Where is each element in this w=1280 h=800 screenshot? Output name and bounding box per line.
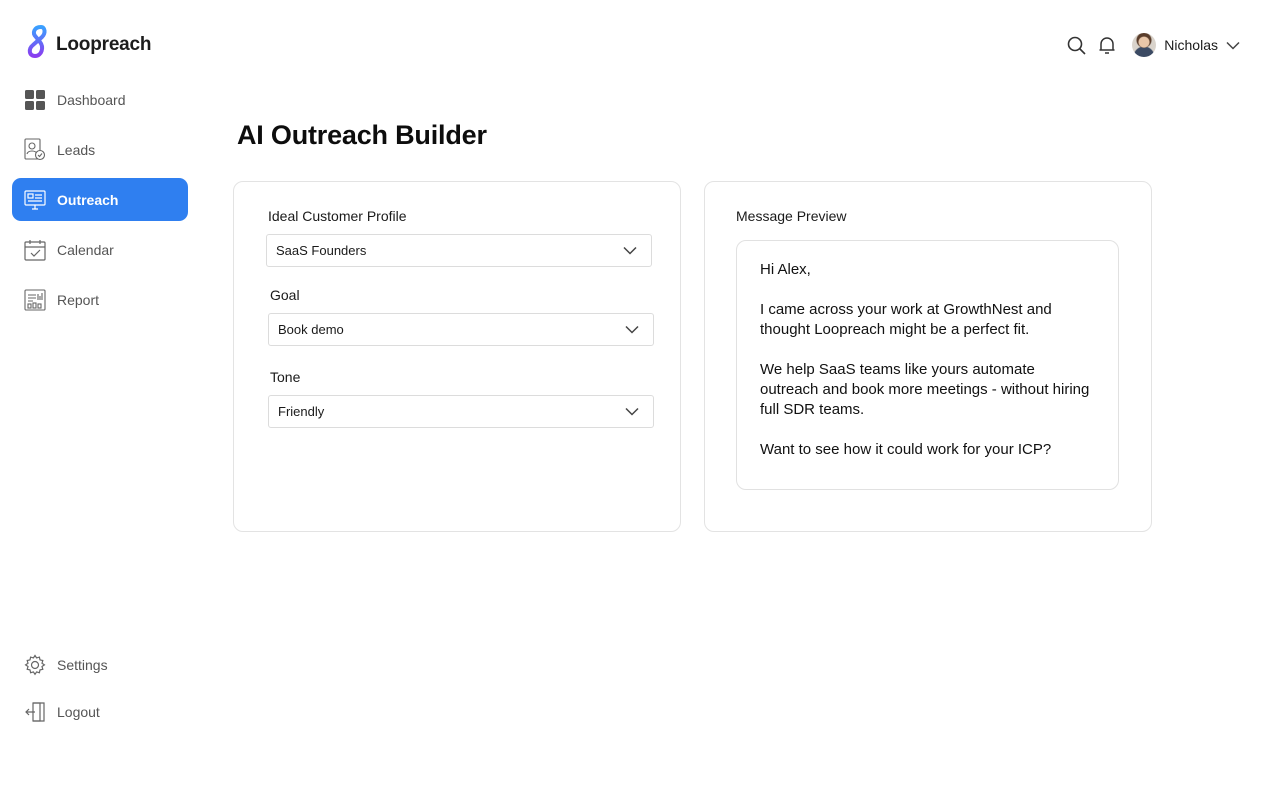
- goal-select-value: Book demo: [278, 322, 344, 337]
- builder-form-panel: [233, 181, 681, 532]
- header-toolbar: [1065, 33, 1240, 57]
- sidebar-item-label: Calendar: [57, 241, 114, 258]
- preview-paragraph: We help SaaS teams like yours automate outreach and book more meetings - without hiring full SDR teams.: [760, 361, 1090, 418]
- loopreach-logo-icon: [24, 24, 52, 65]
- sidebar-item-dashboard[interactable]: [12, 78, 188, 121]
- outreach-icon: [24, 189, 46, 211]
- sidebar-bottom-nav: [12, 643, 188, 737]
- calendar-icon: [24, 239, 46, 261]
- chevron-down-icon: [625, 322, 639, 337]
- tone-select-value: Friendly: [278, 404, 325, 419]
- leads-icon: [24, 139, 46, 161]
- tone-label: Tone: [270, 369, 301, 385]
- sidebar-item-label: Logout: [57, 703, 100, 720]
- preview-paragraph: I came across your work at GrowthNest and thought Loopreach might be a perfect fit.: [760, 301, 1052, 338]
- chevron-down-icon: [623, 243, 637, 258]
- sidebar-item-report[interactable]: [12, 278, 188, 321]
- sidebar-item-calendar[interactable]: [12, 228, 188, 271]
- avatar[interactable]: [1132, 33, 1156, 57]
- sidebar-item-label: Settings: [57, 656, 108, 673]
- sidebar-item-outreach[interactable]: [12, 178, 188, 221]
- sidebar-item-label: Dashboard: [57, 91, 126, 108]
- goal-label: Goal: [270, 287, 300, 303]
- brand-logo[interactable]: [24, 24, 151, 65]
- report-icon: [24, 289, 46, 311]
- brand-name: Loopreach: [56, 33, 152, 55]
- sidebar-item-label: Outreach: [57, 191, 119, 208]
- message-preview-label: Message Preview: [736, 208, 847, 224]
- message-preview-box: [736, 240, 1119, 490]
- bell-icon[interactable]: [1096, 34, 1118, 56]
- chevron-down-icon: [625, 404, 639, 419]
- tone-select[interactable]: [268, 395, 654, 428]
- logout-icon: [24, 701, 46, 723]
- sidebar-item-label: Leads: [57, 141, 96, 158]
- dashboard-icon: [24, 89, 46, 111]
- goal-select[interactable]: [268, 313, 654, 346]
- user-name[interactable]: Nicholas: [1164, 37, 1218, 53]
- chevron-down-icon[interactable]: [1226, 41, 1240, 50]
- icp-select-value: SaaS Founders: [276, 243, 367, 258]
- message-preview-panel: [704, 181, 1152, 532]
- gear-icon: [24, 654, 46, 676]
- icp-label: Ideal Customer Profile: [268, 208, 407, 224]
- preview-paragraph: Hi Alex,: [760, 261, 811, 278]
- page-title: AI Outreach Builder: [237, 120, 487, 150]
- sidebar-item-leads[interactable]: [12, 128, 188, 171]
- preview-paragraph: Want to see how it could work for your ICP?: [760, 441, 1052, 458]
- sidebar-item-logout[interactable]: [12, 690, 188, 733]
- icp-select[interactable]: [266, 234, 652, 267]
- search-icon[interactable]: [1065, 34, 1087, 56]
- sidebar-item-label: Report: [57, 291, 100, 308]
- sidebar-item-settings[interactable]: [12, 643, 188, 686]
- sidebar-nav: [12, 78, 188, 328]
